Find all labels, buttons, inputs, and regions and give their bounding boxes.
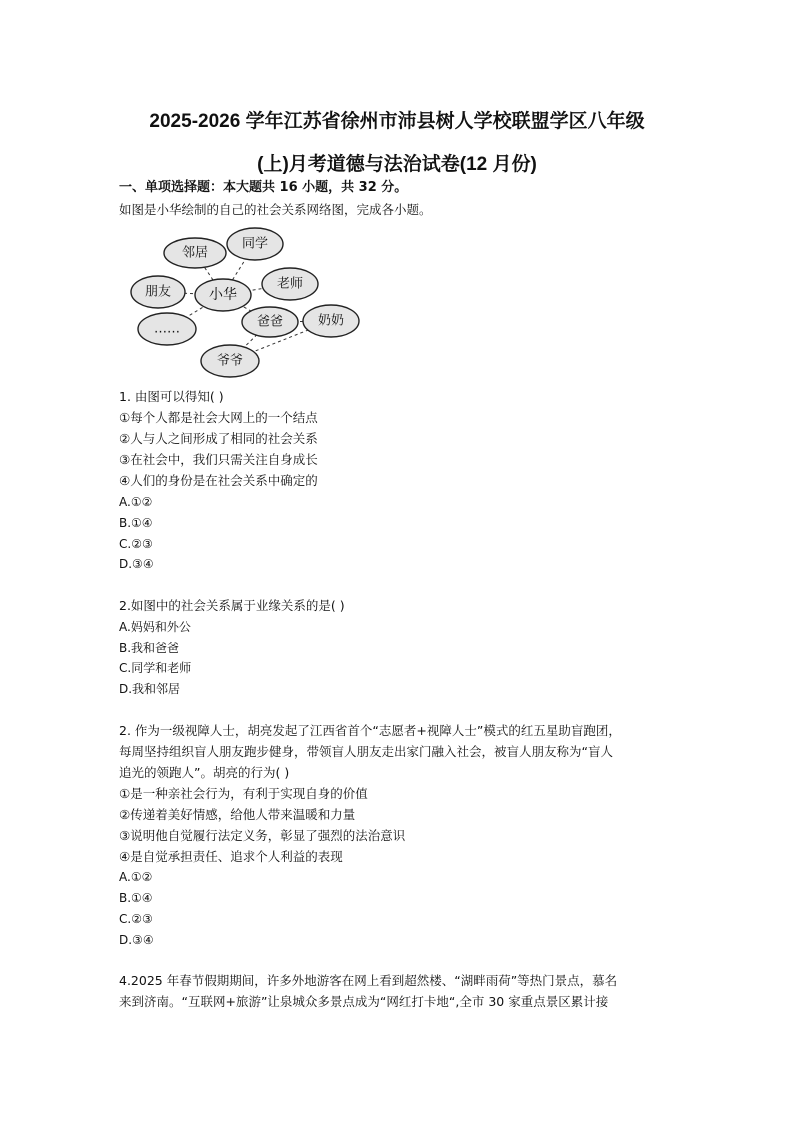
page-subtitle: (上)月考道德与法治试卷(12 月份)	[257, 154, 537, 175]
node-label-neighbor: 邻居	[181, 245, 209, 261]
section-heading: 一、单项选择题：本大题共 16 小题，共 32 分。	[119, 180, 408, 195]
question-2-option-c[interactable]: C.同学和老师	[119, 661, 192, 675]
question-3-stem-line: 2. 作为一级视障人士，胡亮发起了江西省首个“志愿者+视障人士”模式的红五星助盲跑团，	[119, 723, 621, 738]
question-2-option-d[interactable]: D.我和邻居	[119, 682, 181, 696]
question-2-option-a[interactable]: A.妈妈和外公	[119, 620, 191, 634]
question-1-stem: 1. 由图可以得知( )	[119, 389, 224, 404]
question-1-option-c[interactable]: C.②③	[119, 537, 153, 551]
node-label-grandma: 奶奶	[317, 313, 345, 329]
question-3-statement: ④是自觉承担责任、追求个人利益的表现	[119, 849, 343, 864]
question-2-stem: 2.如图中的社会关系属于业缘关系的是( )	[119, 598, 345, 613]
node-label-teacher: 老师	[276, 276, 304, 292]
question-1-statement: ②人与人之间形成了相同的社会关系	[119, 431, 318, 446]
question-3-statement: ②传递着美好情感，给他人带来温暖和力量	[119, 807, 356, 822]
question-3-statement: ①是一种亲社会行为，有利于实现自身的价值	[119, 786, 368, 801]
question-3-stem-line: 每周坚持组织盲人朋友跑步健身，带领盲人朋友走出家门融入社会，被盲人朋友称为“盲人	[119, 744, 613, 759]
question-1-option-d[interactable]: D.③④	[119, 557, 154, 571]
question-3-statement: ③说明他自觉履行法定义务，彰显了强烈的法治意识	[119, 828, 406, 843]
social-network-diagram	[125, 225, 370, 380]
node-label-friend: 朋友	[144, 284, 172, 300]
page-title: 2025-2026 学年江苏省徐州市沛县树人学校联盟学区八年级	[149, 111, 645, 132]
node-label-center: 小华	[209, 287, 237, 303]
question-1-option-b[interactable]: B.①④	[119, 516, 153, 530]
question-4-stem-line: 4.2025 年春节假期期间，许多外地游客在网上看到超然楼、“湖畔雨荷”等热门景点，慕名	[119, 973, 618, 988]
question-3-option-d[interactable]: D.③④	[119, 933, 154, 947]
node-label-ellipsis: ……	[154, 321, 180, 337]
question-1-statement: ①每个人都是社会大网上的一个结点	[119, 410, 318, 425]
question-3-option-b[interactable]: B.①④	[119, 891, 153, 905]
question-3-stem-line: 追光的领跑人”。胡亮的行为( )	[119, 765, 290, 780]
node-label-grandpa: 爷爷	[216, 353, 244, 369]
question-1-statement: ④人们的身份是在社会关系中确定的	[119, 473, 318, 488]
question-2-option-b[interactable]: B.我和爸爸	[119, 641, 180, 655]
question-1-statement: ③在社会中，我们只需关注自身成长	[119, 452, 318, 467]
question-3-option-a[interactable]: A.①②	[119, 870, 153, 884]
section-intro: 如图是小华绘制的自己的社会关系网络图，完成各小题。	[119, 202, 432, 217]
node-label-classmate: 同学	[241, 236, 269, 252]
question-1-option-a[interactable]: A.①②	[119, 495, 153, 509]
question-4-stem-line: 来到济南。“互联网+旅游”让泉城众多景点成为“网红打卡地“,全市 30 家重点景区累计接	[119, 994, 609, 1009]
node-label-dad: 爸爸	[256, 314, 284, 330]
question-3-option-c[interactable]: C.②③	[119, 912, 153, 926]
